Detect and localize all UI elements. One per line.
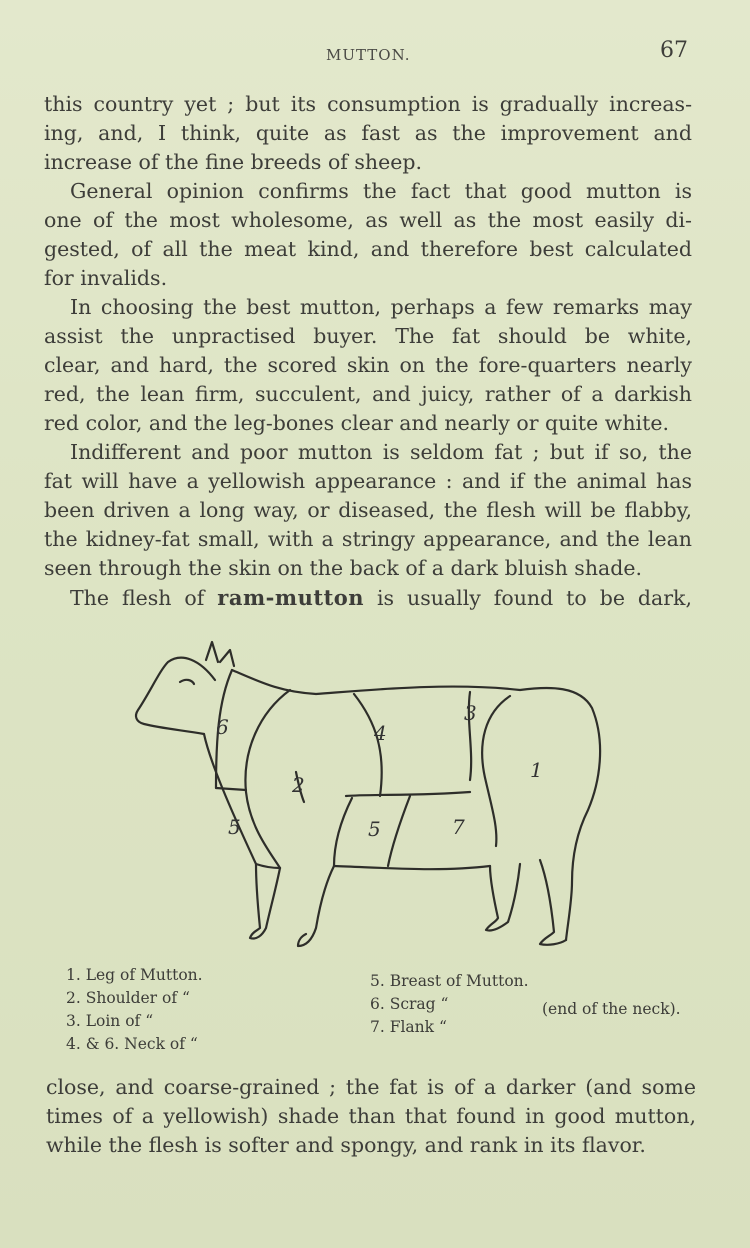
text-line: ing, and, I think, quite as fast as the improvement and [44,121,692,145]
label-leg: 1 [530,758,543,782]
sheep-front-leg [250,864,280,939]
cut-line-neck-loin [354,694,382,796]
text-run: is usually found to be dark, [377,586,692,610]
text-line: increase of the fine breeds of sheep. [44,150,423,174]
text-line: red color, and the leg-bones clear and nearly or quite white. [44,411,669,435]
legend-item: 5. Breast of Mutton. [370,972,529,990]
legend-item: 6. Scrag “ [370,995,449,1013]
sheep-cuts-diagram [120,632,620,962]
label-flank: 7 [452,815,465,839]
label-scrag: 6 [216,715,229,739]
cut-line-breast-front [334,798,352,866]
text-line: been driven a long way, or diseased, the flesh will be flabby, [44,498,692,522]
legend-item: 2. Shoulder of “ [66,989,190,1007]
text-line: the kidney-fat small, with a stringy appearance, and the lean [44,527,692,551]
sheep-hind-leg [540,860,566,945]
text-line: seen through the skin on the back of a dark bluish shade. [44,556,643,580]
text-line: one of the most wholesome, as well as the most easily di- [44,208,692,232]
text-line-ram-mutton [44,583,692,612]
sheep-eye [180,680,194,684]
sheep-chest-outline [204,734,280,868]
text-run: The flesh of [70,586,205,610]
cut-line-breast [346,792,470,796]
cut-line-shoulder [245,690,290,868]
body-paragraphs [44,90,692,612]
sheep-back-outline [232,670,600,940]
sheep-belly-outline [334,866,490,869]
sheep-head-outline [136,658,215,734]
label-breast-rear: 5 [368,817,381,841]
text-line: fat will have a yellowish appearance : and if the animal has [44,469,692,493]
sheep-front-leg [298,866,334,946]
figure-legend [66,966,706,1066]
cut-line-leg-front [482,696,510,846]
text-line: for invalids. [44,266,168,290]
text-line: this country yet ; but its consumption is gradually increas- [44,92,692,116]
text-line: gested, of all the meat kind, and therefore best calculated [44,237,692,261]
text-line: Indifferent and poor mutton is seldom fat ; but if so, the [70,440,692,464]
text-line: close, and coarse-grained ; the fat is of a darker (and some [46,1075,696,1099]
closing-paragraph [46,1072,696,1159]
text-line: General opinion confirms the fact that good mutton is [70,179,692,203]
legend-item: 4. & 6. Neck of “ [66,1035,198,1053]
page-number: 67 [660,38,688,63]
cut-line-neck-short [216,788,246,790]
legend-note: (end of the neck). [542,1000,681,1018]
label-breast-front: 5 [228,815,241,839]
text-line: clear, and hard, the scored skin on the fore-quarters nearly [44,353,692,377]
page-header [0,36,750,66]
legend-item: 3. Loin of “ [66,1012,154,1030]
text-line: while the flesh is softer and spongy, and rank in its flavor. [46,1133,646,1157]
text-line: assist the unpractised buyer. The fat should be white, [44,324,692,348]
label-shoulder: 2 [292,773,305,797]
text-line: times of a yellowish) shade than that found in good mutton, [46,1104,696,1128]
legend-item: 7. Flank “ [370,1018,447,1036]
label-neck: 4 [374,721,387,745]
sheep-ear [220,650,234,666]
sheep-hind-leg [486,864,520,931]
legend-item: 1. Leg of Mutton. [66,966,203,984]
bold-term: ram-mutton [217,585,365,610]
sheep-ear [206,642,218,662]
running-title: MUTTON. [326,46,411,64]
text-line: red, the lean firm, succulent, and juicy, rather of a darkish [44,382,692,406]
text-line: In choosing the best mutton, perhaps a few remarks may [70,295,692,319]
cut-line-flank [388,796,410,866]
label-loin: 3 [464,701,477,725]
sheep-illustration [120,632,620,962]
